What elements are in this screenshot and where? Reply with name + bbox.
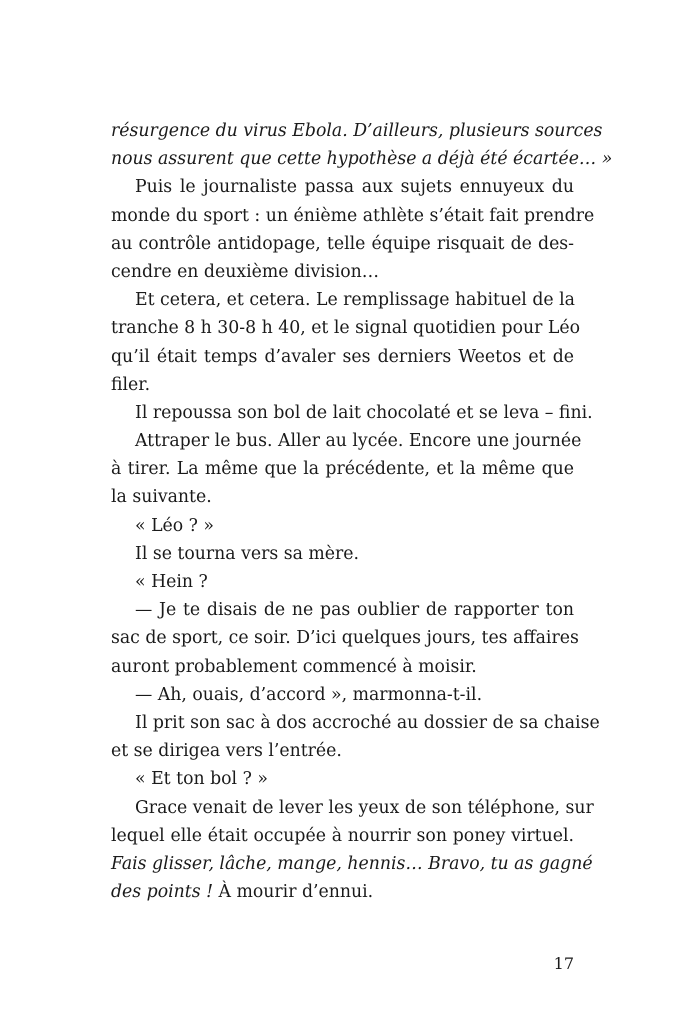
text-line: — Ah, ouais, d’accord », marmonna-t-il. [135,684,483,705]
text-line: Il repoussa son bol de lait chocolaté et se leva – fini. [135,402,593,423]
last-line-roman: À mourir d’ennui. [213,882,374,903]
text-line: au contrôle antidopage, telle équipe risquait de des- [111,233,574,254]
page-body [111,117,613,906]
text-line: nous assurent que cette hypothèse a déjà été écartée… » [111,149,613,170]
text-line: Il prit son sac à dos accroché au dossier de sa chaise [135,712,600,733]
text-line: « Hein ? [135,572,208,592]
text-line: lequel elle était occupée à nourrir son poney virtuel. [111,825,574,846]
text-line: la suivante. [111,487,212,508]
page-number: 17 [553,954,574,973]
last-line-italic: des points ! [111,882,214,903]
text-line: monde du sport : un énième athlète s’était fait prendre [111,205,595,226]
text-line: auront probablement commencé à moisir. [111,656,477,677]
text-line-last [111,878,574,906]
text-line: — Je te disais de ne pas oublier de rapporter ton [135,600,574,621]
text-line: Attraper le bus. Aller au lycée. Encore une journée [135,431,582,452]
text-line: qu’il était temps d’avaler ses derniers Weetos et de [111,346,574,367]
text-line: Et cetera, et cetera. Le remplissage habituel de la [135,290,575,311]
text-line: filer. [111,374,151,395]
text-line: cendre en deuxième division… [111,261,380,282]
text-line: tranche 8 h 30-8 h 40, et le signal quotidien pour Léo [111,318,580,339]
text-line: résurgence du virus Ebola. D’ailleurs, plusieurs sources [111,121,603,141]
text-line: Il se tourna vers sa mère. [135,543,359,564]
text-line: et se dirigea vers l’entrée. [111,741,342,762]
text-line: « Léo ? » [135,515,214,536]
text-line: à tirer. La même que la précédente, et la même que [111,459,574,480]
text-line: sac de sport, ce soir. D’ici quelques jours, tes affaires [111,628,579,649]
text-lines [111,117,613,878]
text-line: Grace venait de lever les yeux de son téléphone, sur [135,797,594,818]
text-line: Fais glisser, lâche, mange, hennis… Bravo, tu as gagné [111,853,593,874]
text-line: Puis le journaliste passa aux sujets ennuyeux du [135,177,574,198]
text-line: « Et ton bol ? » [135,769,268,790]
